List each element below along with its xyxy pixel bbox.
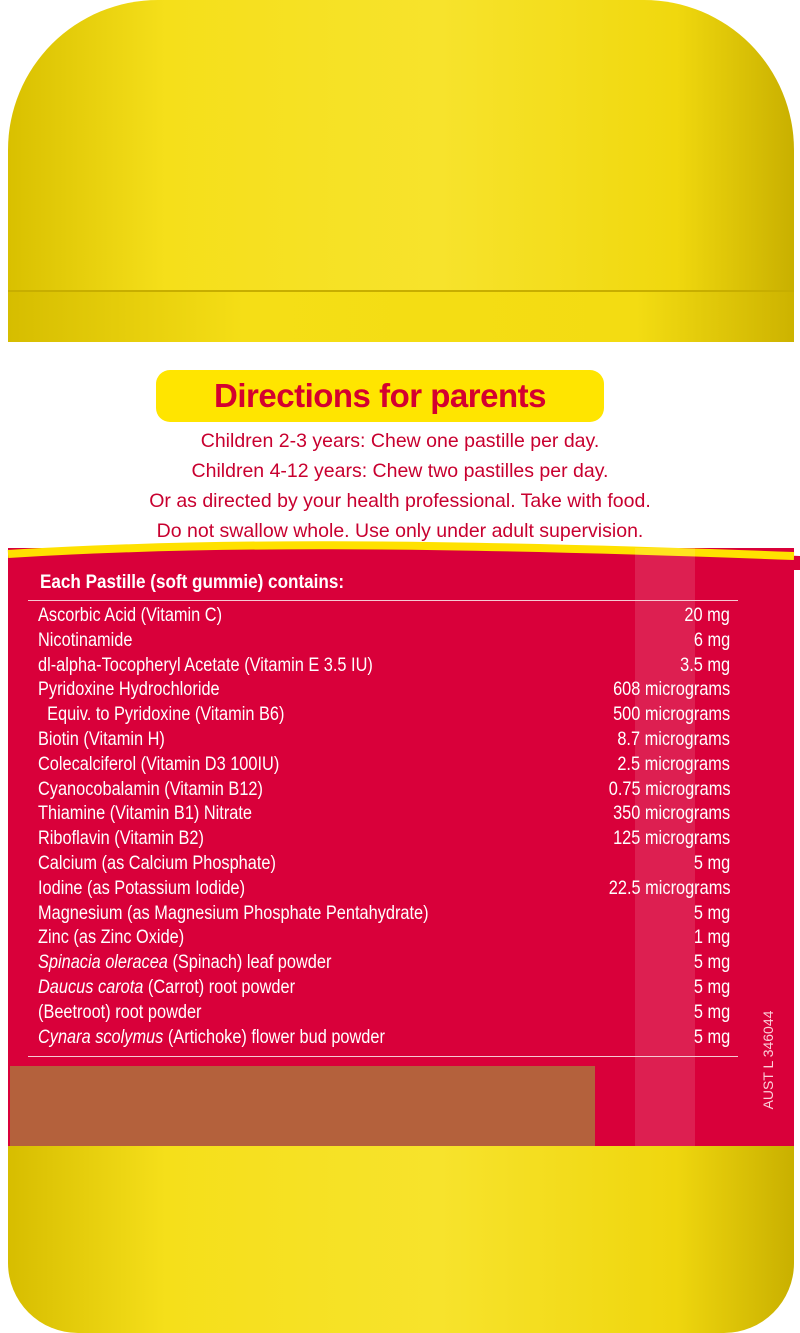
- ingredient-row: [38, 603, 730, 628]
- ingredient-label: (Artichoke) flower bud powder: [163, 1026, 385, 1048]
- ingredient-label: Magnesium (as Magnesium Phosphate Pentahydrate): [38, 902, 429, 924]
- ingredient-name: [38, 653, 373, 678]
- ingredient-label: Zinc (as Zinc Oxide): [38, 927, 185, 949]
- ingredient-label: Biotin (Vitamin H): [38, 729, 165, 750]
- ingredient-amount: 5 mg: [693, 902, 730, 924]
- ingredient-label: Thiamine (Vitamin B1) Nitrate: [38, 803, 253, 825]
- ingredient-name: [38, 851, 276, 876]
- ingredient-name: [38, 727, 165, 752]
- ingredient-amount: 22.5 micrograms: [608, 877, 730, 899]
- ingredient-label: (Carrot) root powder: [143, 977, 296, 998]
- ingredient-amount: 6 mg: [693, 629, 730, 651]
- ingredient-amount: 5 mg: [693, 1026, 730, 1048]
- ingredient-name: [38, 826, 204, 851]
- ingredient-amount: 608 micrograms: [612, 679, 730, 701]
- ingredient-amount: 125 micrograms: [612, 828, 730, 850]
- ingredient-name: [38, 876, 245, 901]
- ingredient-amount: 5 mg: [693, 853, 730, 874]
- ingredient-row: [38, 826, 730, 851]
- ingredient-name: [38, 1000, 201, 1025]
- ingredient-label: Pyridoxine Hydrochloride: [38, 679, 220, 701]
- ingredient-row: [38, 876, 730, 901]
- direction-line: Do not swallow whole. Use only under adult supervision.: [156, 520, 644, 542]
- direction-line: Children 4-12 years: Chew two pastilles per day.: [191, 460, 609, 482]
- ingredient-row: [38, 1025, 730, 1050]
- ingredient-amount: 20 mg: [684, 605, 730, 626]
- ingredient-row: [38, 851, 730, 876]
- ingredient-label: Cyanocobalamin (Vitamin B12): [38, 778, 263, 800]
- ingredient-label: (Spinach) leaf powder: [167, 952, 332, 974]
- cap-rim: [8, 290, 794, 346]
- ingredient-name: [38, 1025, 385, 1050]
- divider: [28, 1056, 738, 1057]
- ingredient-row: [38, 628, 730, 653]
- ingredient-amount: 3.5 mg: [680, 654, 730, 676]
- ingredient-row: [38, 901, 730, 926]
- ingredient-name: [38, 901, 429, 926]
- ingredient-amount: 2.5 micrograms: [617, 753, 730, 775]
- ingredient-botanical-name: Spinacia oleracea: [38, 952, 168, 974]
- ingredient-label: Colecalciferol (Vitamin D3 100IU): [38, 753, 280, 775]
- ingredient-name: [38, 925, 184, 950]
- ingredient-name: [38, 777, 263, 802]
- ingredient-amount: 5 mg: [693, 952, 730, 974]
- ingredients-header: Each Pastille (soft gummie) contains:: [40, 572, 345, 593]
- ingredient-amount: 5 mg: [693, 977, 730, 998]
- direction-line: Children 2-3 years: Chew one pastille per day.: [200, 430, 600, 452]
- ingredient-row: [38, 1000, 730, 1025]
- ingredient-row: [38, 950, 730, 975]
- ingredient-label: Calcium (as Calcium Phosphate): [38, 853, 276, 874]
- ingredient-label: Equiv. to Pyridoxine (Vitamin B6): [38, 704, 285, 726]
- ingredient-label: Riboflavin (Vitamin B2): [38, 828, 204, 850]
- divider: [28, 600, 738, 601]
- ingredient-name: [38, 975, 295, 1000]
- ingredient-row: [38, 925, 730, 950]
- ingredient-amount: 8.7 micrograms: [617, 729, 730, 750]
- ingredient-botanical-name: Daucus carota: [38, 977, 144, 998]
- ingredient-name: [38, 950, 331, 975]
- ingredient-row: [38, 702, 730, 727]
- ingredient-name: [38, 702, 284, 727]
- direction-line: Or as directed by your health professional. Take with food.: [149, 490, 651, 512]
- ingredient-label: Iodine (as Potassium Iodide): [38, 877, 246, 899]
- brown-panel: [10, 1066, 595, 1146]
- ingredient-label: Ascorbic Acid (Vitamin C): [38, 605, 223, 626]
- ingredient-name: [38, 801, 252, 826]
- ingredient-botanical-name: Cynara scolymus: [38, 1026, 164, 1048]
- ingredient-row: [38, 801, 730, 826]
- ingredient-name: [38, 603, 222, 628]
- bottle-base: [8, 1146, 794, 1333]
- ingredient-row: [38, 975, 730, 1000]
- directions-title: Directions for parents: [156, 370, 604, 422]
- ingredient-amount: 1 mg: [693, 927, 730, 949]
- ingredient-amount: 0.75 micrograms: [608, 778, 730, 800]
- ingredient-amount: 5 mg: [693, 1001, 730, 1023]
- ingredient-name: [38, 677, 220, 702]
- ingredient-label: (Beetroot) root powder: [38, 1001, 202, 1023]
- ingredient-row: [38, 727, 730, 752]
- ingredient-name: [38, 628, 132, 653]
- ingredient-amount: 500 micrograms: [612, 704, 730, 726]
- ingredient-row: [38, 752, 730, 777]
- ingredient-amount: 350 micrograms: [612, 803, 730, 825]
- bottle-cap: [8, 0, 794, 300]
- ingredient-label: Nicotinamide: [38, 629, 133, 651]
- ingredient-row: [38, 677, 730, 702]
- ingredient-row: [38, 777, 730, 802]
- ingredient-name: [38, 752, 279, 777]
- ingredient-row: [38, 653, 730, 678]
- aust-code: AUST L 346044: [760, 1010, 776, 1110]
- ingredient-label: dl-alpha-Tocopheryl Acetate (Vitamin E 3.5 IU): [38, 654, 373, 676]
